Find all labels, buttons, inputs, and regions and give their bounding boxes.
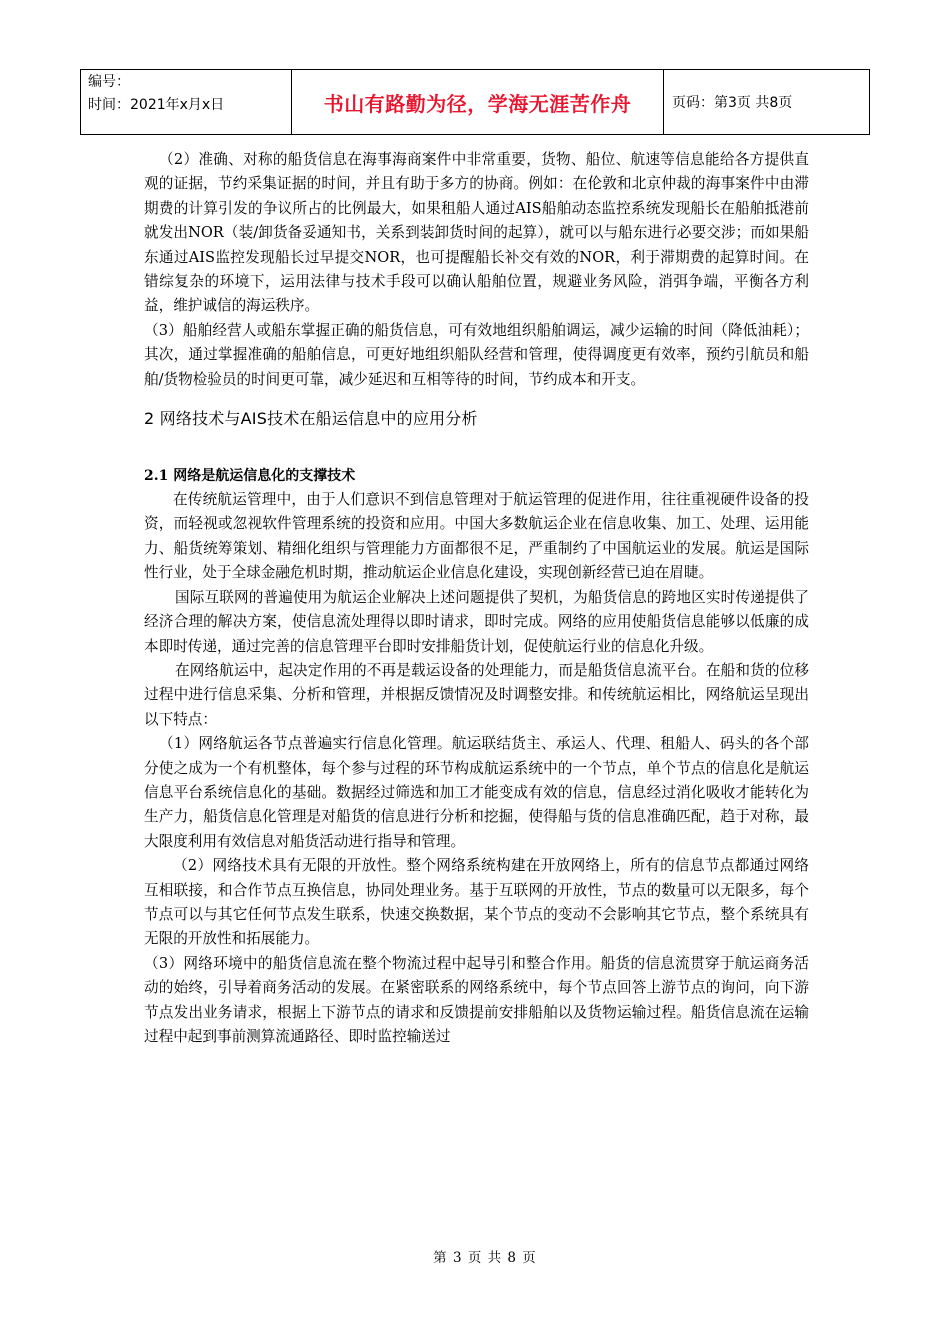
document-body	[144, 148, 809, 1049]
paragraph: 国际互联网的普遍使用为航运企业解决上述问题提供了契机，为船货信息的跨地区实时传递提供了经济合理的解决方案，使信息流处理得以即时请求，即时完成。网络的应用使船货信息能够以低廉的成本即时传递，通过完善的信息管理平台即时安排船货计划，促使航运行业的信息化升级。	[144, 588, 809, 655]
header-meta	[81, 70, 292, 135]
time-label: 时间：2021年x月x日	[88, 97, 225, 113]
paragraph: （2）准确、对称的船货信息在海事海商案件中非常重要，货物、船位、航速等信息能给各方提供直观的证据，节约采集证据的时间，并且有助于多方的协商。例如：在伦敦和北京仲裁的海事案件中由滞期费的计算引发的争议所占的比例最大，如果租船人通过AIS船舶动态监控系统发现船长在船舶抵港前就发出NOR（装/卸货备妥通知书，关系到装卸货时间的起算），就可以与船东进行必要交涉；而如果船东通过AIS监控发现船长过早提交NOR，也可提醒船长补交有效的NOR，利于滞期费的起算时间。在错综复杂的环境下，运用法律与技术手段可以确认船舶位置，规避业务风险，消弭争端，平衡各方利益，维护诚信的海运秩序。	[144, 151, 809, 315]
paragraph: （1）网络航运各节点普遍实行信息化管理。航运联结货主、承运人、代理、租船人、码头的各个部分使之成为一个有机整体，每个参与过程的环节构成航运系统中的一个节点，单个节点的信息化是航运信息平台系统信息化的基础。数据经过筛选和加工才能变成有效的信息，信息经过消化吸收才能转化为生产力，船货信息化管理是对船货的信息进行分析和挖掘，使得船与货的信息准确匹配，趋于对称，最大限度利用有效信息对船货活动进行指导和管理。	[144, 735, 809, 850]
paragraph: 在网络航运中，起决定作用的不再是载运设备的处理能力，而是船货信息流平台。在船和货的位移过程中进行信息采集、分析和管理，并根据反馈情况及时调整安排。和传统航运相比，网络航运呈现出以下特点：	[144, 661, 809, 728]
subsection-heading: 2.1 网络是航运信息化的支撑技术	[144, 468, 356, 485]
page-footer: 第 3 页 共 8 页	[433, 1250, 537, 1266]
paragraph: （3）船舶经营人或船东掌握正确的船货信息，可有效地组织船舶调运，减少运输的时间（降低油耗）；其次，通过掌握准确的船舶信息，可更好地组织船队经营和管理，使得调度更有效率，预约引航员和船舶/货物检验员的时间更可靠，减少延迟和互相等待的时间，节约成本和开支。	[144, 321, 809, 388]
header-motto: 书山有路勤为径，学海无涯苦作舟	[292, 70, 664, 135]
paragraph: （2）网络技术具有无限的开放性。整个网络系统构建在开放网络上，所有的信息节点都通过网络互相联接，和合作节点互换信息，协同处理业务。基于互联网的开放性，节点的数量可以无限多，每个节点可以与其它任何节点发生联系，快速交换数据，某个节点的变动不会影响其它节点，整个系统具有无限的开放性和拓展能力。	[144, 857, 809, 948]
header-page-info: 页码：第3页 共8页	[664, 70, 870, 135]
paragraph: 在传统航运管理中，由于人们意识不到信息管理对于航运管理的促进作用，往往重视硬件设备的投资，而轻视或忽视软件管理系统的投资和应用。中国大多数航运企业在信息收集、加工、处理、运用能力、船货统筹策划、精细化组织与管理能力方面都很不足，严重制约了中国航运业的发展。航运是国际性行业，处于全球金融危机时期，推动航运企业信息化建设，实现创新经营已迫在眉睫。	[144, 491, 809, 582]
section-heading: 2 网络技术与AIS技术在船运信息中的应用分析	[144, 409, 478, 429]
page-header	[80, 69, 870, 135]
number-label: 编号：	[88, 74, 130, 90]
paragraph: （3）网络环境中的船货信息流在整个物流过程中起导引和整合作用。船货的信息流贯穿于航运商务活动的始终，引导着商务活动的发展。在紧密联系的网络系统中，每个节点回答上游节点的询问，向下游节点发出业务请求，根据上下游节点的请求和反馈提前安排船舶以及货物运输过程。船货信息流在运输过程中起到事前测算流通路径、即时监控输送过	[144, 954, 809, 1045]
